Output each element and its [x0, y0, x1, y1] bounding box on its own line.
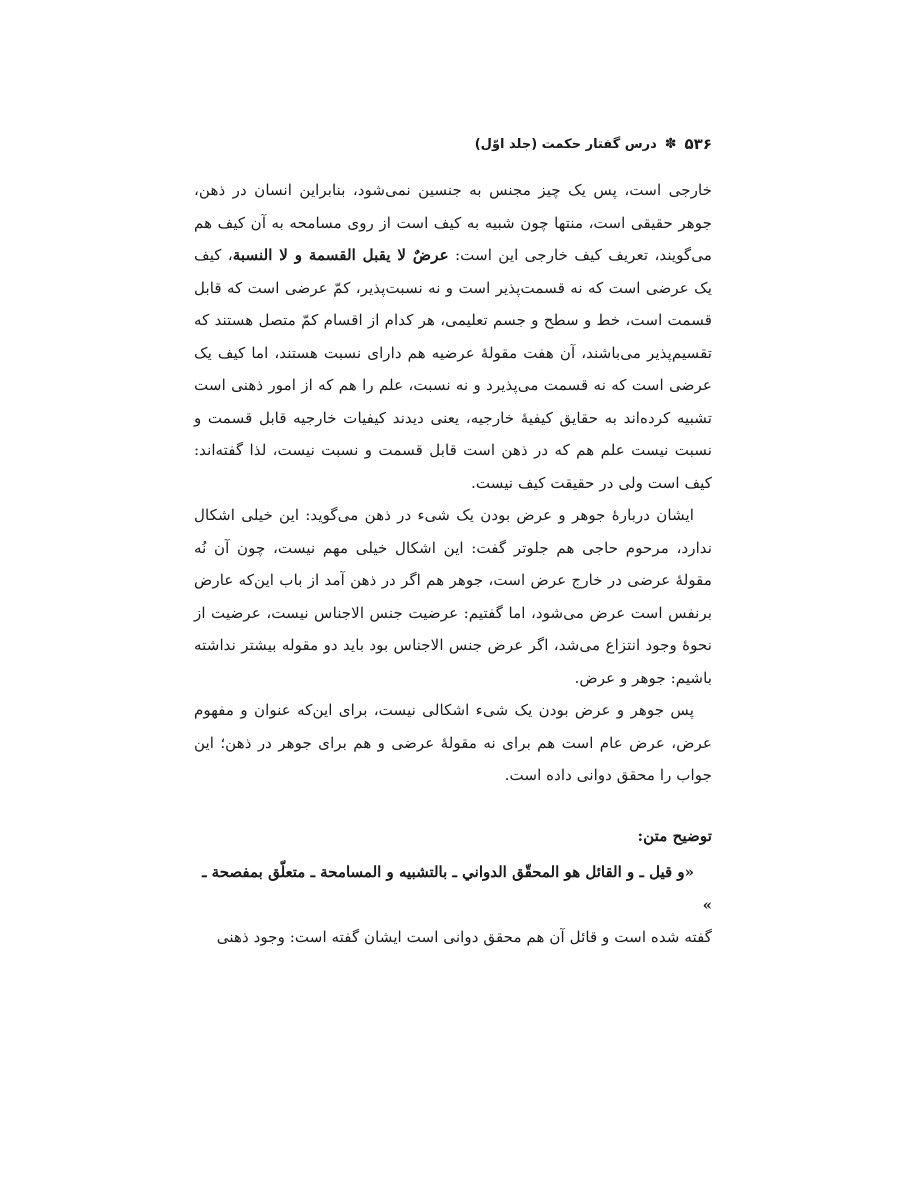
section-title: توضیح متن: — [637, 826, 712, 845]
flower-ornament-icon: ✽ — [664, 136, 677, 152]
paragraph-1-text-after: ، کیف یک عرضی است که نه قسمت‌پذیر است و نه نسبت‌پذیر، کمّ عرضی است که قابل قسمت است، خط و سطح و جسم تعلیمی، هر کدام از اقسام کمّ متصل هستند که تقسیم‌پذیر می‌باشند، آن هفت مقولۀ عرضیه هم دارای نسبت هستند، اما کیف یک عرضی است که نه قسمت می‌پذیرد و نه نسبت، علم را هم که از امور ذهنی است تشبیه کرده‌اند به حقایق کیفیۀ خارجیه، یعنی دیدند کیفیات خارجیه قابل قسمت و نسبت نیست علم هم که در ذهن است قابل قسمت و نسبت نیست، لذا گفته‌اند: کیف است ولی در حقیقت کیف نیست. — [194, 246, 712, 492]
book-title: درس گفتار حکمت (جلد اوّل) — [474, 136, 657, 152]
arabic-quote: «و قیل ـ و القائل هو المحقّق الدواني ـ بالتشبیه و المسامحة ـ متعلّق بمفصحة ـ » — [202, 863, 712, 914]
page-number: ۵۳۶ — [684, 135, 712, 153]
paragraph-1 — [194, 174, 712, 499]
paragraph-1-bold-definition: عرضٌ لا یقبل القسمة و لا النسبة — [232, 246, 449, 264]
paragraph-2: ایشان دربارۀ جوهر و عرض بودن یک شیء در ذهن می‌گوید: این خیلی اشکال ندارد، مرحوم حاجی هم جلوتر گفت: این اشکال خیلی مهم نیست، چون آن نُه مقولۀ عرضی در خارج عرض است، جوهر هم اگر در ذهن آمد از باب این‌که عارض برنفس است عرض می‌شود، اما گفتیم: عرضیت جنس الاجناس نیست، عرضیت از نحوۀ وجود انتزاع می‌شد، اگر عرض جنس الاجناس بود باید دو مقوله بیشتر نداشته باشیم: جوهر و عرض. — [194, 506, 712, 687]
running-header — [194, 130, 712, 158]
book-page — [194, 130, 712, 954]
last-line: گفته شده است و قائل آن هم محقق دوانی است ایشان گفته است: وجود ذهنی — [216, 928, 712, 946]
paragraph-3: پس جوهر و عرض بودن یک شیء اشکالی نیست، برای این‌که عنوان و مفهوم عرض، عرض عام است هم برای نه مقولۀ عرضی و هم برای جوهر در ذهن؛ این جواب را محقق دوانی داده است. — [194, 701, 712, 784]
paragraph-1-text-before: خارجی است، پس یک چیز مجنس به جنسین نمی‌شود، بنابراین انسان در ذهن، جوهر حقیقی است، منتها چون شبیه به کیف است از روی مسامحه به آن کیف هم می‌گویند، تعریف کیف خارجی این است: — [194, 181, 712, 264]
